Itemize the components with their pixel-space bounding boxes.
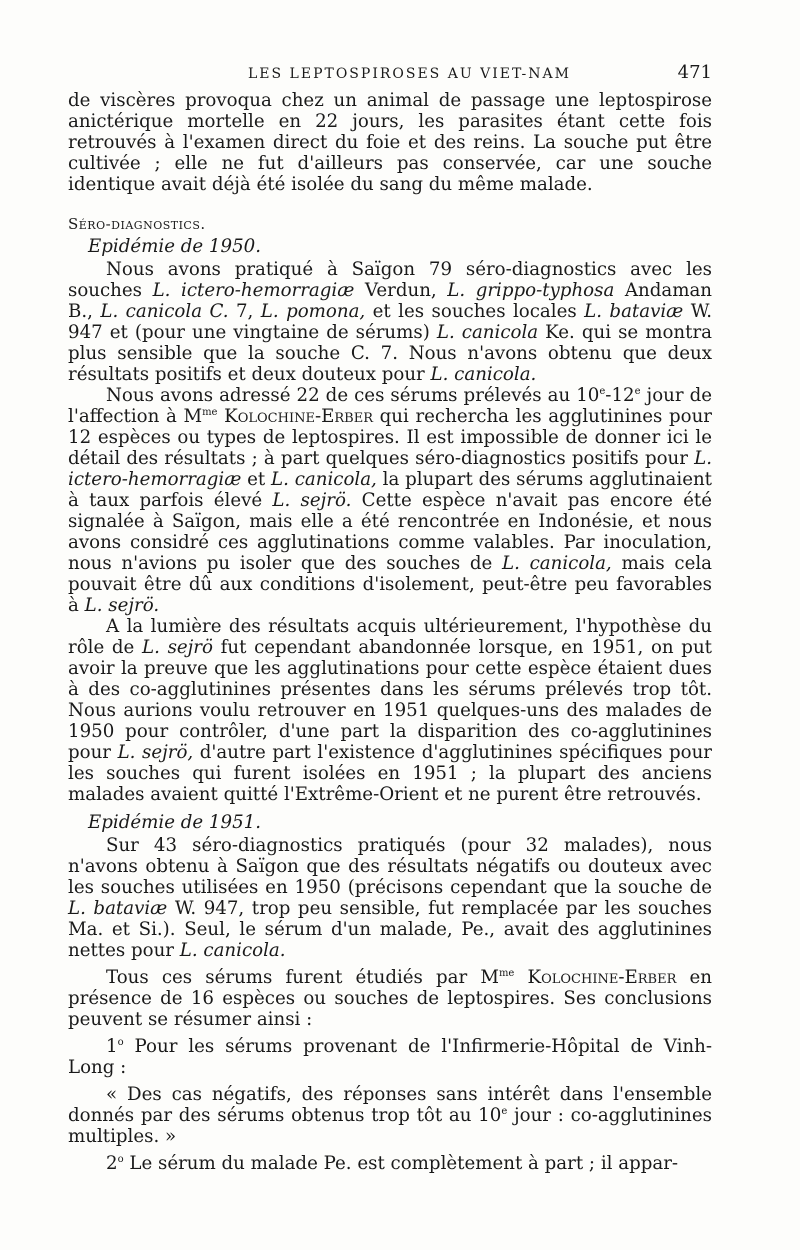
author-name-2: Kolochine-Erber xyxy=(527,967,677,988)
paragraph-conclusions: Tous ces sérums furent étudiés par $M^{me}$ Kolochine-Erber en présence de 16 espèces ou souches de leptospires. Ses conclusions peuvent se résumer ainsi : xyxy=(68,967,712,1030)
list-item-2: 2$^o$ Le sérum du malade Pe. est complètement à part ; il appar- xyxy=(106,1153,679,1174)
quote-block: « Des cas négatifs, des réponses sans intérêt dans l'ensemble donnés par des sérums obtenus trop tôt au 10e jour : co-agglutinines multiples. » xyxy=(68,1084,712,1147)
page-header xyxy=(68,62,712,90)
paragraph-continuation: de viscères provoqua chez un animal de passage une leptospirose anictérique mortelle en 22 jours, les parasites étant cette fois retrouvés à l'examen direct du foie et des reins. La souche put être cultivée ; elle ne fut d'ailleurs pas conservée, car une souche identique avait déjà été isolée du sang du même malade. xyxy=(68,90,712,195)
paragraph-sero-1950: Nous avons pratiqué à Saïgon 79 séro-diagnostics avec les souches L. ictero-hemorragiæ Verdun, L. grippo-typhosa Andaman B., L. canicola C. 7, L. pomona, et les souches locales L. bataviæ W. 947 et (pour une vingtaine de sérums) L. canicola Ke. qui se montra plus sensible que la souche C. 7. Nous n'avons obtenu que deux résultats positifs et deux douteux pour L. canicola. xyxy=(68,259,713,385)
page-number: 471 xyxy=(677,62,712,83)
list-item-1: 1$^o$ Pour les sérums provenant de l'Infirmerie-Hôpital de Vinh-Long : xyxy=(68,1036,712,1078)
running-title: LES LEPTOSPIROSES AU VIET-NAM xyxy=(248,66,571,82)
section-title-text: Séro-diagnostics. xyxy=(68,215,206,233)
paragraph-sero-1951: Sur 43 séro-diagnostics pratiqués (pour 32 malades), nous n'avons obtenu à Saïgon que des résultats négatifs ou douteux avec les souches utilisées en 1950 (précisons cependant que la souche de L. bataviæ W. 947, trop peu sensible, fut remplacée par les souches Ma. et Si.). Seul, le sérum d'un malade, Pe., avait des agglutinines nettes pour L. canicola. xyxy=(68,835,713,961)
paragraph-sejro: Nous avons adressé 22 de ces sérums prélevés au 10e-12e jour de l'affection à $M^{me}$ Kolochine-Erber qui rechercha les agglutinines pour 12 espèces ou types de leptospires. Il est impossible de donner ici le détail des résultats ; à part quelques séro-diagnostics positifs pour L. ictero-hemorragiæ et L. canicola, la plupart des sérums agglutinaient à taux parfois élevé L. sejrö. Cette espèce n'avait pas encore été signalée à Saïgon, mais elle a été rencontrée en Indonésie, et nous avons considré ces agglutinations comme valables. Par inoculation, nous n'avions pu isoler que des souches de L. canicola, mais cela pouvait être dû aux conditions d'isolement, peut-être peu favorables à L. sejrö. xyxy=(68,385,713,616)
page xyxy=(68,62,712,1174)
section-title xyxy=(68,214,712,235)
paragraph-hypothesis: A la lumière des résultats acquis ultérieurement, l'hypothèse du rôle de L. sejrö fut cependant abandonnée lorsque, en 1951, on put avoir la preuve que les agglutinations pour cette espèce étaient dues à des co-agglutinines présentes dans les sérums prélevés trop tôt. Nous aurions voulu retrouver en 1951 quelques-uns des malades de 1950 pour contrôler, d'une part la disparition des co-agglutinines pour L. sejrö, d'autre part l'existence d'agglutinines spécifiques pour les souches qui furent isolées en 1951 ; la plupart des anciens malades avaient quitté l'Extrême-Orient et ne purent être retrouvés. xyxy=(68,616,712,805)
subheading-1950: Epidémie de 1950. xyxy=(88,236,262,257)
subheading-1951: Epidémie de 1951. xyxy=(88,812,262,833)
author-name: Kolochine-Erber xyxy=(224,406,374,427)
